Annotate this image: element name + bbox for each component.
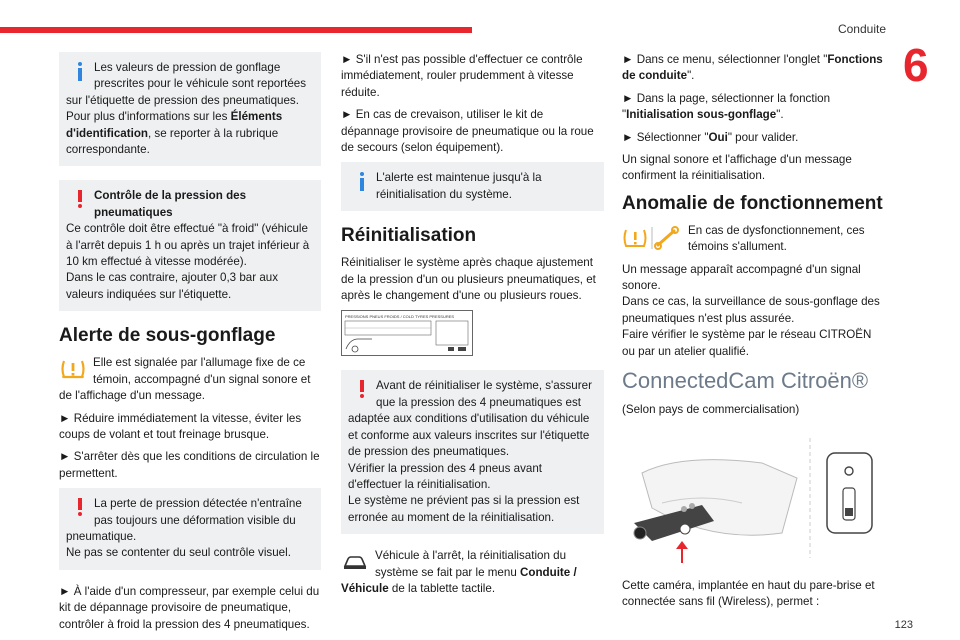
warning-text-2: Dans le cas contraire, ajouter 0,3 bar aux valeurs indiquées sur l'étiquette.	[66, 271, 279, 301]
column-2	[341, 52, 604, 603]
step-function-text: ► Dans la page, sélectionner la fonction "	[622, 91, 831, 122]
warning-text: La perte de pression détectée n'entraîne pas toujours une déformation visible du pneumatique.	[66, 497, 302, 543]
warning-icon	[66, 496, 94, 516]
malfunction-icons	[622, 225, 682, 256]
tyre-and-service-icons	[622, 225, 682, 251]
tyre-label-title: PRESSIONS PNEUS FROIDS / COLD TYRES PRESSURES	[345, 314, 455, 320]
warning-title: Contrôle de la pression des pneumatiques	[94, 189, 247, 219]
malfunction-message: Un message apparaît accompagné d'un signal sonore.	[622, 262, 861, 293]
tyre-label-illustration	[342, 311, 472, 355]
heading-underinflation: Alerte de sous-gonflage	[59, 325, 276, 347]
tyre-pressure-warning-icon	[59, 357, 87, 381]
tyre-pressure-label-image	[341, 310, 473, 356]
warning-box-before-reset	[341, 370, 604, 534]
info-text: L'alerte est maintenue jusqu'à la réinitialisation du système.	[376, 171, 542, 201]
step-confirm-bold: Oui	[708, 130, 728, 144]
column-1	[59, 52, 321, 639]
alert-text: Elle est signalée par l'allumage fixe de ce témoin, accompagné d'un signal sonore et de l'affichage d'un message.	[59, 356, 311, 403]
step-compressor: ► À l'aide d'un compresseur, par exemple celui du kit de dépannage provisoire de pneumatique, contrôler à froid la pression des 4 pneumatiques.	[59, 584, 320, 631]
step-reduce-speed: ► Réduire immédiatement la vitesse, éviter les coups de volant et tout freinage brusque.	[59, 411, 302, 441]
chapter-number: 6	[903, 39, 929, 91]
header-red-bar	[0, 27, 472, 33]
connectedcam-availability: (Selon pays de commercialisation)	[622, 403, 800, 417]
info-bold: Éléments d'identification	[66, 110, 283, 140]
heading-connectedcam: ConnectedCam Citroën®	[622, 368, 869, 394]
warning-text-2: Ne pas se contenter du seul contrôle visuel.	[66, 546, 291, 560]
confirmation-text: Un signal sonore et l'affichage d'un message confirment la réinitialisation.	[622, 153, 852, 183]
step-tab-text: ► Dans ce menu, sélectionner l'onglet "	[622, 53, 828, 66]
step-puncture: ► En cas de crevaison, utiliser le kit de dépannage provisoire de pneumatique ou la roue de secours (selon équipement).	[341, 108, 594, 155]
step-function-bold: Initialisation sous-gonflage	[626, 108, 777, 122]
heading-malfunction: Anomalie de fonctionnement	[622, 192, 883, 214]
warning-text-2: Vérifier la pression des 4 pneus avant d'effectuer la réinitialisation.	[348, 461, 542, 491]
vehicle-menu-icon	[341, 550, 369, 574]
info-tail: , se reporter à la rubrique correspondante.	[66, 126, 279, 157]
connectedcam-illustration	[622, 433, 885, 563]
step-confirm-text: ► Sélectionner "	[622, 130, 709, 144]
warning-text-3: Le système ne prévient pas si la pression est erronée au moment de la réinitialisation.	[348, 494, 580, 524]
step-tab-bold: Fonctions de conduite	[622, 53, 883, 83]
step-function-tail: ".	[776, 108, 784, 122]
malfunction-check: Faire vérifier le système par le réseau CITROËN ou par un atelier qualifié.	[622, 328, 872, 358]
info-icon	[66, 60, 94, 80]
reset-menu: Conduite / Véhicule	[341, 565, 577, 595]
warning-icon	[66, 188, 94, 208]
info-icon	[348, 170, 376, 190]
warning-text: Ce contrôle doit être effectué "à froid" (véhicule à l'arrêt depuis 1 h ou après un trajet inférieur à 10 km effectué à vitesse modérée).	[66, 222, 310, 269]
step-tab-tail: ".	[687, 69, 695, 83]
reset-tail: de la tablette tactile.	[391, 581, 496, 595]
malfunction-text: En cas de dysfonctionnement, ces témoins s'allument.	[688, 223, 865, 254]
column-3	[622, 52, 885, 617]
malfunction-surveillance: Dans ce cas, la surveillance de sous-gonflage des pneumatiques n'est plus assurée.	[622, 295, 880, 325]
warning-text: Avant de réinitialiser le système, s'assurer que la pression des 4 pneumatiques est adaptée aux conditions d'utilisation du véhicule et conforme aux valeurs inscrites sur l'étiquette de pression des pneumatiques.	[348, 379, 592, 459]
warning-box-pressure-check	[59, 180, 321, 311]
step-drive-carefully: ► S'il n'est pas possible d'effectuer ce contrôle immédiatement, rouler prudemment à vitesse réduite.	[341, 53, 583, 99]
page-number: 123	[894, 619, 913, 631]
warning-icon	[348, 378, 376, 398]
section-title: Conduite	[837, 22, 886, 36]
heading-reset: Réinitialisation	[341, 225, 477, 247]
info-box-pressure-values	[59, 52, 321, 166]
info-text: Les valeurs de pression de gonflage prescrites pour le véhicule sont reportées sur l'étiquette de pression des pneumatiques. Pour plus d'informations sur les	[66, 61, 307, 124]
reset-intro: Réinitialiser le système après chaque ajustement de la pression d'un ou plusieurs pneumatiques, et après le changement d'une ou plusieurs roues.	[341, 256, 596, 303]
step-stop: ► S'arrêter dès que les conditions de circulation le permettent.	[59, 450, 320, 480]
warning-box-pressure-loss	[59, 488, 321, 570]
reset-text: Véhicule à l'arrêt, la réinitialisation du système se fait par le menu	[375, 549, 567, 579]
connectedcam-description: Cette caméra, implantée en haut du pare-brise et connectée sans fil (Wireless), permet :	[622, 578, 875, 609]
info-box-alert-maintained	[341, 162, 604, 211]
step-confirm-tail: " pour valider.	[727, 130, 799, 144]
